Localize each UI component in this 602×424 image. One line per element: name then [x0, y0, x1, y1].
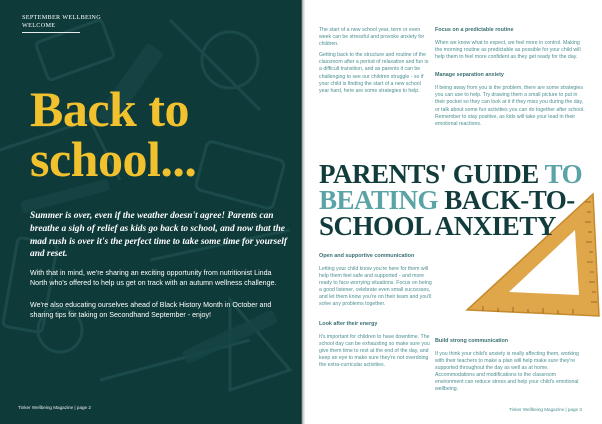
right-page — [305, 0, 602, 424]
intro-paragraph-2: Getting back to the structure and routine of the classroom after a period of relaxation and fun is a difficult transition, and as parents it can be challenging to see our children struggle - so if your child is finding the start of a new school year hard, here are some strategies to help. — [319, 52, 429, 94]
section-header — [22, 14, 142, 33]
section-header-rule — [22, 32, 80, 33]
footer-left: Tinker Wellbeing Magazine | page 2 — [18, 405, 91, 410]
intro-paragraph-1: The start of a new school year, term or even week can be stressful and provoke anxiety for children. — [319, 27, 425, 48]
guide-title — [319, 161, 601, 239]
footer-right: Tinker Wellbeing Magazine | page 3 — [509, 407, 582, 412]
title-back-to: BACK-TO- — [444, 185, 575, 215]
focus-heading: Focus on a predictable routine — [435, 27, 514, 33]
open-heading: Open and supportive communication — [319, 253, 415, 259]
section-header-line2: WELCOME — [22, 22, 56, 29]
intro-column — [319, 27, 432, 99]
energy-body: It's important for children to have downtime. The school day can be exhausting so make sure you give them time to rest at the end of the day, and keep an eye to make sure they're not overdoing the extra-curricular activities. — [319, 333, 430, 368]
title-parents-guide: PARENTS' GUIDE — [319, 159, 539, 189]
build-body: If you think your child's anxiety is really affecting them, working with their teachers to make a plan will help make sure they're supported throughout the day as well as at home. Accommodations and modifications to the classroom environment can reduce stress and help your child's emotional wellbeing. — [435, 351, 579, 393]
energy-heading: Look after their energy — [319, 320, 378, 327]
title-to: TO — [544, 159, 583, 189]
open-body: Letting your child know you're here for them will help them feel safe and supported - and more ready to face worrying situations. Focus on being a good listener, celebrate even small successes, and let them know you're on their team and you'll solve any problems together. — [319, 266, 432, 308]
title-line2: school... — [30, 131, 197, 187]
intro-paragraph: Summer is over, even if the weather doesn't agree! Parents can breathe a sigh of relief as kids go back to school, and now that the mad rush is over it's the perfect time to take some time for yourself and reset. — [30, 211, 288, 260]
title-line1: Back to — [30, 81, 189, 137]
build-heading: Build strong communication — [435, 338, 509, 344]
title-school-anxiety: SCHOOL ANXIETY — [319, 211, 556, 241]
title-beating: BEATING — [319, 185, 439, 215]
tips-column-bottom-right — [435, 338, 585, 398]
section-header-line1: SEPTEMBER WELLBEING — [22, 14, 101, 21]
body-paragraph-1: With that in mind, we're sharing an exciting opportunity from nutritionist Linda North who's offered to help us get on track with an autumn wellness challenge. — [30, 269, 277, 287]
manage-body: If being away from you is the problem, there are some strategies you can use to help. Try drawing them a small picture to put in their pocket so they can look at it if they miss you during the day, or talk about some fun activities you can do together after school. Remember to stay positive, as kids will take your lead in their emotional reactions. — [435, 85, 585, 127]
tips-column-bottom-left — [319, 253, 435, 373]
manage-heading: Manage separation anxiety — [435, 72, 504, 79]
body-paragraph-2: We're also educating ourselves ahead of Black History Month in October and sharing tips for taking on Secondhand September - enjoy! — [30, 301, 272, 319]
focus-body: When we know what to expect, we feel more in control. Making the morning routine as predictable as possible for your child will help them to feel more confident as they get ready for the day. — [435, 40, 581, 61]
tips-column-top — [435, 27, 585, 132]
page-title — [30, 81, 290, 187]
